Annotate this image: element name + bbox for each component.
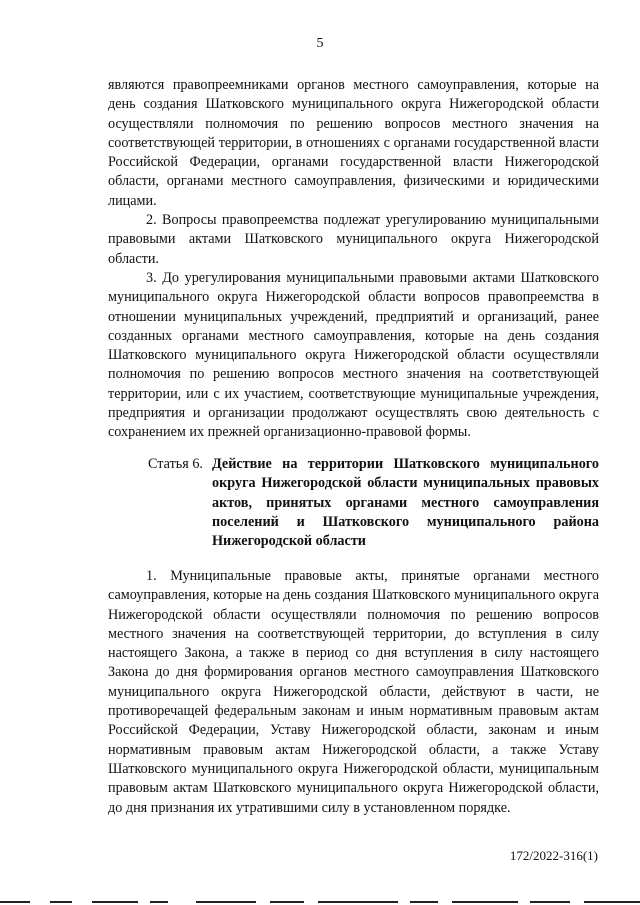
article-title: Действие на территории Шатковского муниципального округа Нижегородской области муниципальных правовых актов, принятых органами местного самоуправления поселений и Шатковского муниципального района Нижегородской области — [212, 456, 599, 550]
paragraph-3: 3. До урегулирования муниципальными правовыми актами Шатковского муниципального округа Нижегородской области вопросов правопреемства в отношении муниципальных учреждений, предприятий и организаций, ранее созданных органами местного самоуправления, которые на день создания Шатковского муниципального округа Нижегородской области осуществляли полномочия по решению вопросов местного значения на соответствующей территории, или с их участием, соответствующие муниципальные учреждения, предприятия и организации продолжают осуществлять свою деятельность с сохранением их прежней организационно-правовой формы. — [108, 269, 599, 441]
document-code: 172/2022-316(1) — [509, 848, 598, 863]
body-text-top — [108, 76, 599, 443]
paragraph-article-6-1: 1. Муниципальные правовые акты, принятые органами местного самоуправления, которые на день создания Шатковского муниципального округа Нижегородской области осуществляли полномочия по решению вопросов местного значения на соответствующей территории, до вступления в силу настоящего Закона, а также в период со дня вступления в силу настоящего Закона до дня формирования органов местного самоуправления Шатковского муниципального округа Нижегородской области, действуют в части, не противоречащей федеральным законам и иным нормативным правовым актам Российской Федерации, Уставу Нижегородской области, законам и иным нормативным правовым актам Нижегородской области, а также Уставу Шатковского муниципального округа Нижегородской области, муниципальным правовым актам Шатковского муниципального округа Нижегородской области, до дня признания их утратившими силу в установленном порядке. — [108, 568, 599, 816]
paragraph-2: 2. Вопросы правопреемства подлежат урегулированию муниципальными правовыми актами Шатковского муниципального округа Нижегородской области. — [108, 212, 599, 267]
scan-edge-marks — [0, 895, 640, 905]
page-number: 5 — [316, 36, 324, 51]
paragraph-continuation: являются правопреемниками органов местного самоуправления, которые на день создания Шатковского муниципального округа Нижегородской области осуществляли полномочия по решению вопросов местного значения на соответствующей территории, в отношениях с органами государственной власти Российской Федерации, органами государственной власти Нижегородской области, органами местного самоуправления, физическими и юридическими лицами. — [108, 77, 599, 209]
article-label: Статья 6. — [148, 456, 203, 472]
body-text-bottom — [108, 567, 599, 818]
